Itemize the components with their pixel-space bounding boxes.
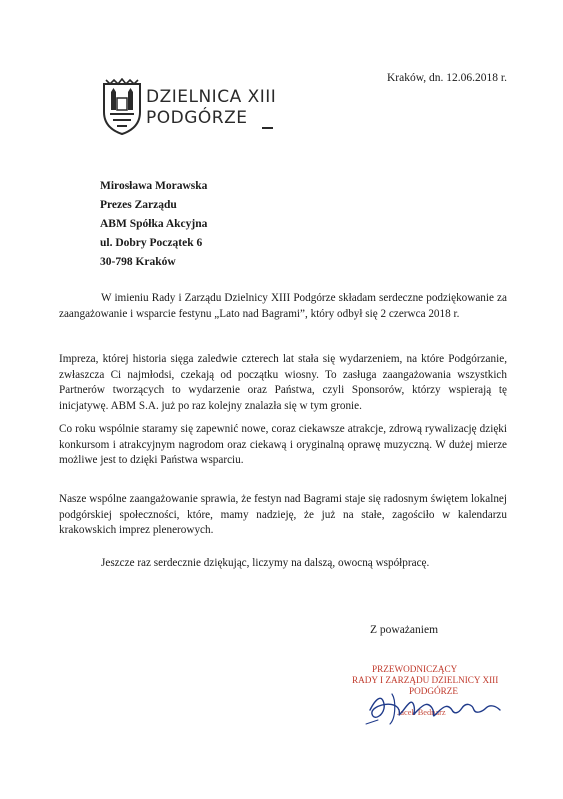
letter-date: Kraków, dn. 12.06.2018 r. bbox=[387, 72, 507, 84]
recipient-city: 30-798 Kraków bbox=[100, 256, 176, 268]
stamp-line-3: PODGÓRZE bbox=[409, 686, 459, 696]
recipient-address bbox=[100, 177, 207, 272]
closing-phrase: Z poważaniem bbox=[370, 624, 439, 636]
recipient-position: Prezes Zarządu bbox=[100, 199, 177, 211]
logo-line-2: PODGÓRZE bbox=[146, 108, 248, 128]
handwritten-signature bbox=[362, 684, 512, 728]
body-paragraph-1: W imieniu Rady i Zarządu Dzielnicy XIII Podgórze składam serdeczne podziękowanie za zaangażowanie i wsparcie festynu „Lato nad Bagrami”, który odbył się 2 czerwca 2018 r. bbox=[59, 292, 507, 320]
logo-line-1: DZIELNICA XIII bbox=[146, 87, 277, 107]
stamp-line-4: Jacek Bednarz bbox=[397, 708, 446, 717]
recipient-name: Mirosława Morawska bbox=[100, 180, 208, 192]
body-paragraph-4: Nasze wspólne zaangażowanie sprawia, że festyn nad Bagrami staje się radosnym świętem lokalnej podgórskiej społeczności, które, mamy nadzieję, że już na stałe, zagościło w kalendarzu krakowskich imprez plenerowych. bbox=[59, 493, 507, 536]
district-logo bbox=[100, 78, 290, 140]
body-paragraph-5: Jeszcze raz serdecznie dziękując, liczymy na dalszą, owocną współpracę. bbox=[101, 557, 430, 569]
body-paragraph-3: Co roku wspólnie staramy się zapewnić nowe, coraz ciekawsze atrakcje, zdrową rywalizację dzięki konkursom i atrakcyjnym nagrodom oraz ciekawą i oryginalną oprawę muzyczną. W dużej mierze możliwe jest to dzięki Państwa wsparciu. bbox=[59, 423, 507, 466]
stamp-line-2: RADY I ZARZĄDU DZIELNICY XIII bbox=[352, 675, 499, 685]
recipient-street: ul. Dobry Początek 6 bbox=[100, 237, 203, 249]
logo-dash bbox=[262, 127, 273, 129]
recipient-company: ABM Spółka Akcyjna bbox=[100, 218, 208, 230]
stamp-line-1: PRZEWODNICZĄCY bbox=[372, 664, 458, 674]
district-crest-icon bbox=[100, 78, 144, 136]
body-paragraph-2: Impreza, której historia sięga zaledwie czterech lat stała się wydarzeniem, na które Podgórzanie, zwłaszcza Ci najmłodsi, czekają od początku wiosny. To zasługa zaangażowania wszystkich Partnerów tworzących to wydarzenie oraz Państwa, czyli Sponsorów, którzy wspierają tę inicjatywę. ABM S.A. już po raz kolejny znalazła się w tym gronie. bbox=[59, 353, 507, 412]
